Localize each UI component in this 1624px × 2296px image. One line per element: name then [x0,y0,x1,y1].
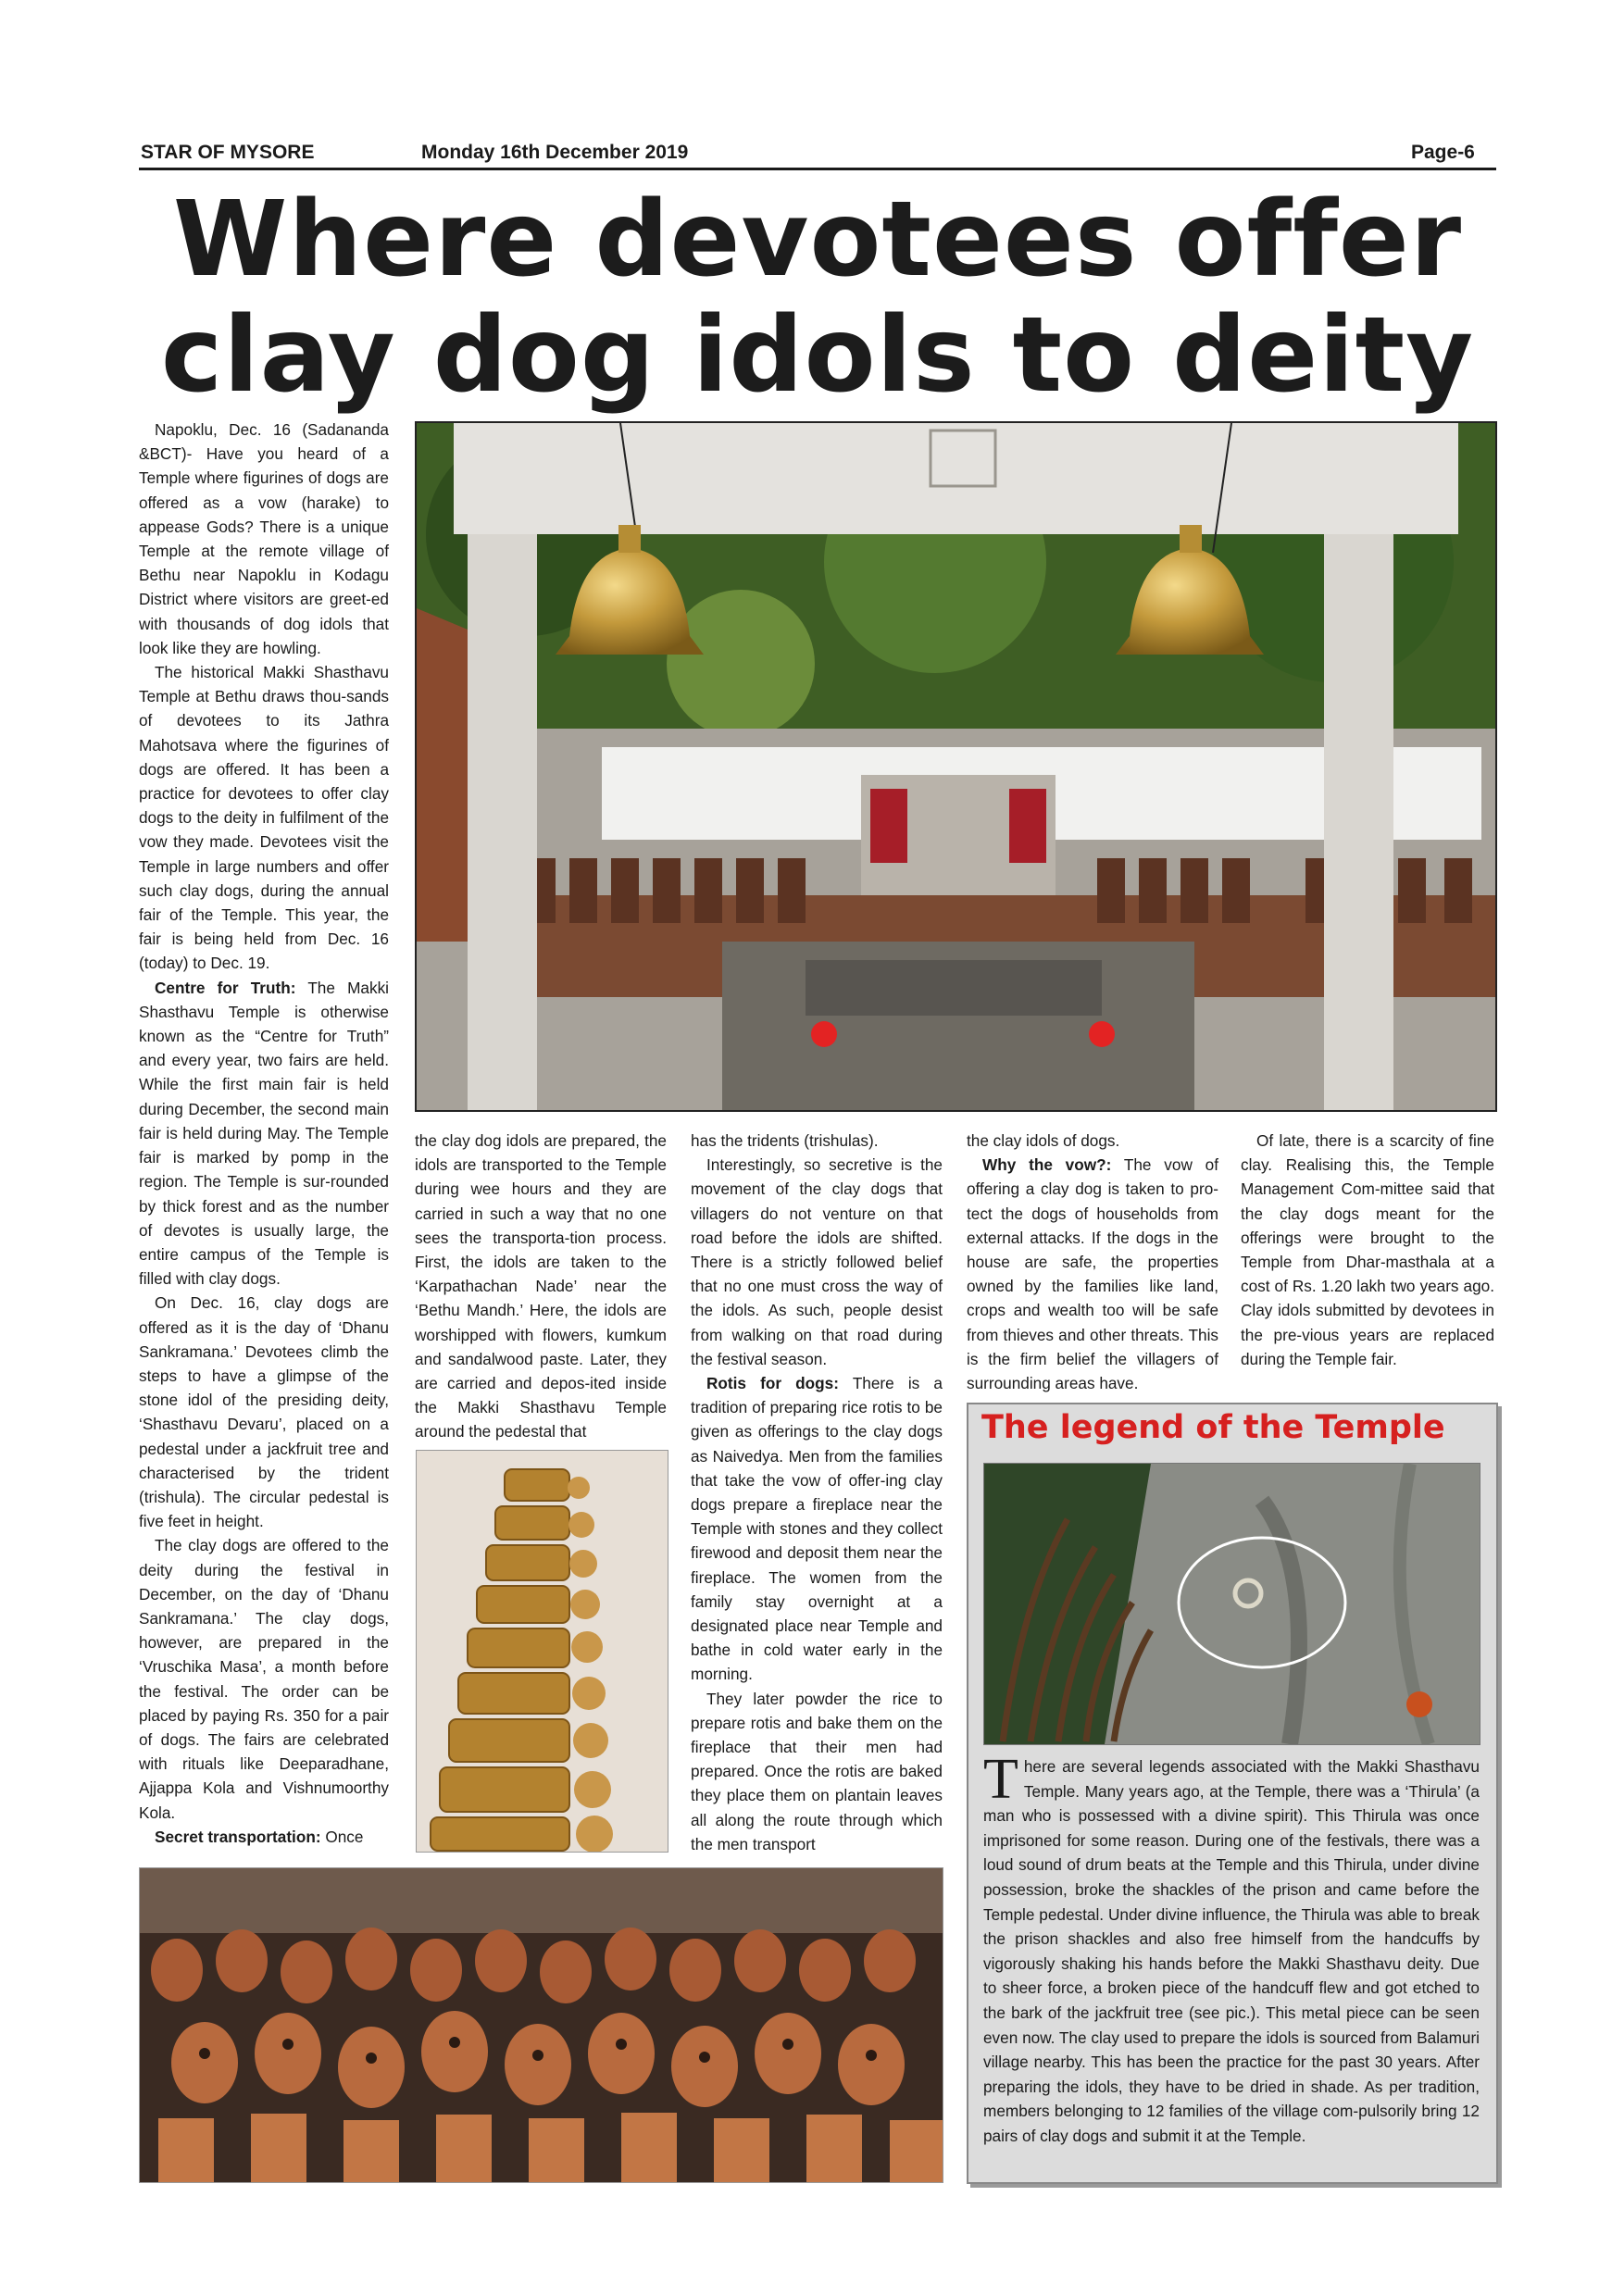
masthead-rule [139,168,1496,170]
clay-dogs-crowd-photo [139,1867,943,2183]
clay-dogs-row-photo [416,1450,668,1853]
paragraph: They later powder the rice to prepare rotis and bake them on the fireplace that their men had prepared. Once the rotis are baked they place them on plantain leaves all along the route through which the men transport [691,1689,943,1853]
issue-date: Monday 16th December 2019 [421,142,689,163]
paragraph: Of late, there is a scarcity of fine clay. Realising this, the Temple Management Com-mittee said that the clay dogs meant for the offerings were brought to the Temple from Dhar-masthala at a cost of Rs. 1.20 lakh two years ago. Clay idols submitted by devotees in the pre-vious years are replaced during the Temple fair. [1241,1131,1494,1368]
headline-line-1: Where devotees offer [172,180,1463,300]
article-column-1 [139,418,389,1849]
drop-cap: T [983,1748,1018,1811]
paper-name: STAR OF MYSORE [141,142,315,163]
article-column-4 [967,1129,1218,1395]
article-column-3 [691,1129,943,1856]
subhead-centre-for-truth: Centre for Truth: [155,978,296,997]
paragraph: Interestingly, so secretive is the movement of the clay dogs that villagers do not venture on that road before the idols are shifted. There is a strictly followed belief that no one must cross the way of the idols. As such, people desist from walking on that road during the festival season. [691,1155,943,1368]
page-number: Page-6 [1411,142,1475,163]
jackfruit-tree-photo [983,1463,1480,1745]
paragraph: the clay dog idols are prepared, the idols are transported to the Temple during wee hours and they are carried in such a way that no one sees the transporta-tion process. First, the idols are taken to the ‘Karpathachan Nade’ near the ‘Bethu Mandh.’ Here, the idols are worshipped with flowers, kumkum and sandalwood paste. Later, they are carried and depos-ited inside the Makki Shasthavu Temple around the pedestal that [415,1131,667,1441]
paragraph: The Makki Shasthavu Temple is otherwise known as the “Centre for Truth” and every year, two fairs are held. While the first main fair is held during December, the second main fair is held during May. The Temple fair is marked by pomp in the region. The Temple is sur-rounded by thick forest and as the number of devotes is usually large, the entire campus of the Temple is filled with clay dogs. [139,978,390,1289]
headline-line-2: clay dog idols to deity [160,295,1475,416]
sidebar-paragraph: here are several legends associated with the Makki Shasthavu Temple. Many years ago, at the Temple, there was a ‘Thirula’ (a man who is possessed with a divine spirit). This Thirula was once imprisoned for some reason. During one of the festivals, there was a loud sound of drum beats at the Temple and this Thirula, under divine possession, broke the shackles of the prison and came before the Temple pedestal. Under divine influence, the Thirula was able to break the prison shackles and also free himself from the handcuffs by vigorously shaking his hands before the Makki Shasthavu deity. Due to sheer force, a broken piece of the handcuff flew and got etched to the bark of the jackfruit tree (see pic.). This metal piece can be seen even now. The clay used to prepare the idols is sourced from Balamuri village nearby. This has been the practice for the past 30 years. After preparing the idols, they have to be dried in shade. As per tradition, members belonging to 12 families of the village com-pulsorily bring 12 pairs of clay dogs and submit it at the Temple. [983,1757,1480,2145]
article-column-5 [1241,1129,1494,1371]
sidebar-title: The legend of the Temple [981,1409,1445,1446]
temple-bells-photo [415,421,1497,1112]
paragraph: On Dec. 16, clay dogs are offered as it is the day of ‘Dhanu Sankramana.’ Devotees climb the steps to have a glimpse of the stone idol of the presiding deity, ‘Shasthavu Devaru’, placed on a pedestal under a jackfruit tree and characterised by the trident (trishula). The circular pedestal is five feet in height. [139,1293,389,1531]
sidebar-body [983,1748,1480,2149]
paragraph: the clay idols of dogs. [967,1131,1120,1150]
subhead-secret-transportation: Secret transportation: [155,1827,321,1846]
subhead-why-the-vow: Why the vow?: [982,1155,1112,1175]
paragraph: The historical Makki Shasthavu Temple at Bethu draws thou-sands of devotees to its Jathra Mahotsava where the figurines of dogs are offered. It has been a practice for devotees to offer clay dogs to the deity in fulfilment of the vow they made. Devotees visit the Temple in large numbers and offer such clay dogs, during the annual fair of the Temple. This year, the fair is being held from Dec. 16 (today) to Dec. 19. [139,663,389,973]
subhead-rotis-for-dogs: Rotis for dogs: [706,1374,839,1393]
paragraph: Napoklu, Dec. 16 (Sadananda &BCT)- Have you heard of a Temple where figurines of dogs are offered as a vow (harake) to appease Gods? There is a unique Temple at the remote village of Bethu near Napoklu in Kodagu District where visitors are greet-ed with thousands of dog idols that look like they are howling. [139,420,389,657]
paragraph: Once [325,1827,364,1846]
paragraph: There is a tradition of preparing rice rotis to be given as offerings to the clay dogs as Naivedya. Men from the families that take the vow of offer-ing clay dogs prepare a fireplace near the Temple with stones and they collect firewood and deposit them near the fireplace. The women from the family stay overnight at a designated place near Temple and bathe in cold water early in the morning. [691,1374,943,1684]
paragraph: The vow of offering a clay dog is taken to pro-tect the dogs of households from external attacks. If the dogs in the house are safe, the properties owned by the families like land, crops and wealth too will be safe from thieves and other threats. This is the firm belief the villagers of surrounding areas have. [967,1155,1219,1393]
article-column-2 [415,1129,667,1444]
paragraph: has the tridents (trishulas). [691,1131,879,1150]
paragraph: The clay dogs are offered to the deity during the festival in December, on the day of ‘Dhanu Sankramana.’ The clay dogs, however, are prepared in the ‘Vruschika Masa’, a month before the festival. The order can be placed by paying Rs. 350 for a pair of dogs. The fairs are celebrated with rituals like Deeparadhane, Ajjappa Kola and Vishnumoorthy Kola. [139,1536,389,1822]
